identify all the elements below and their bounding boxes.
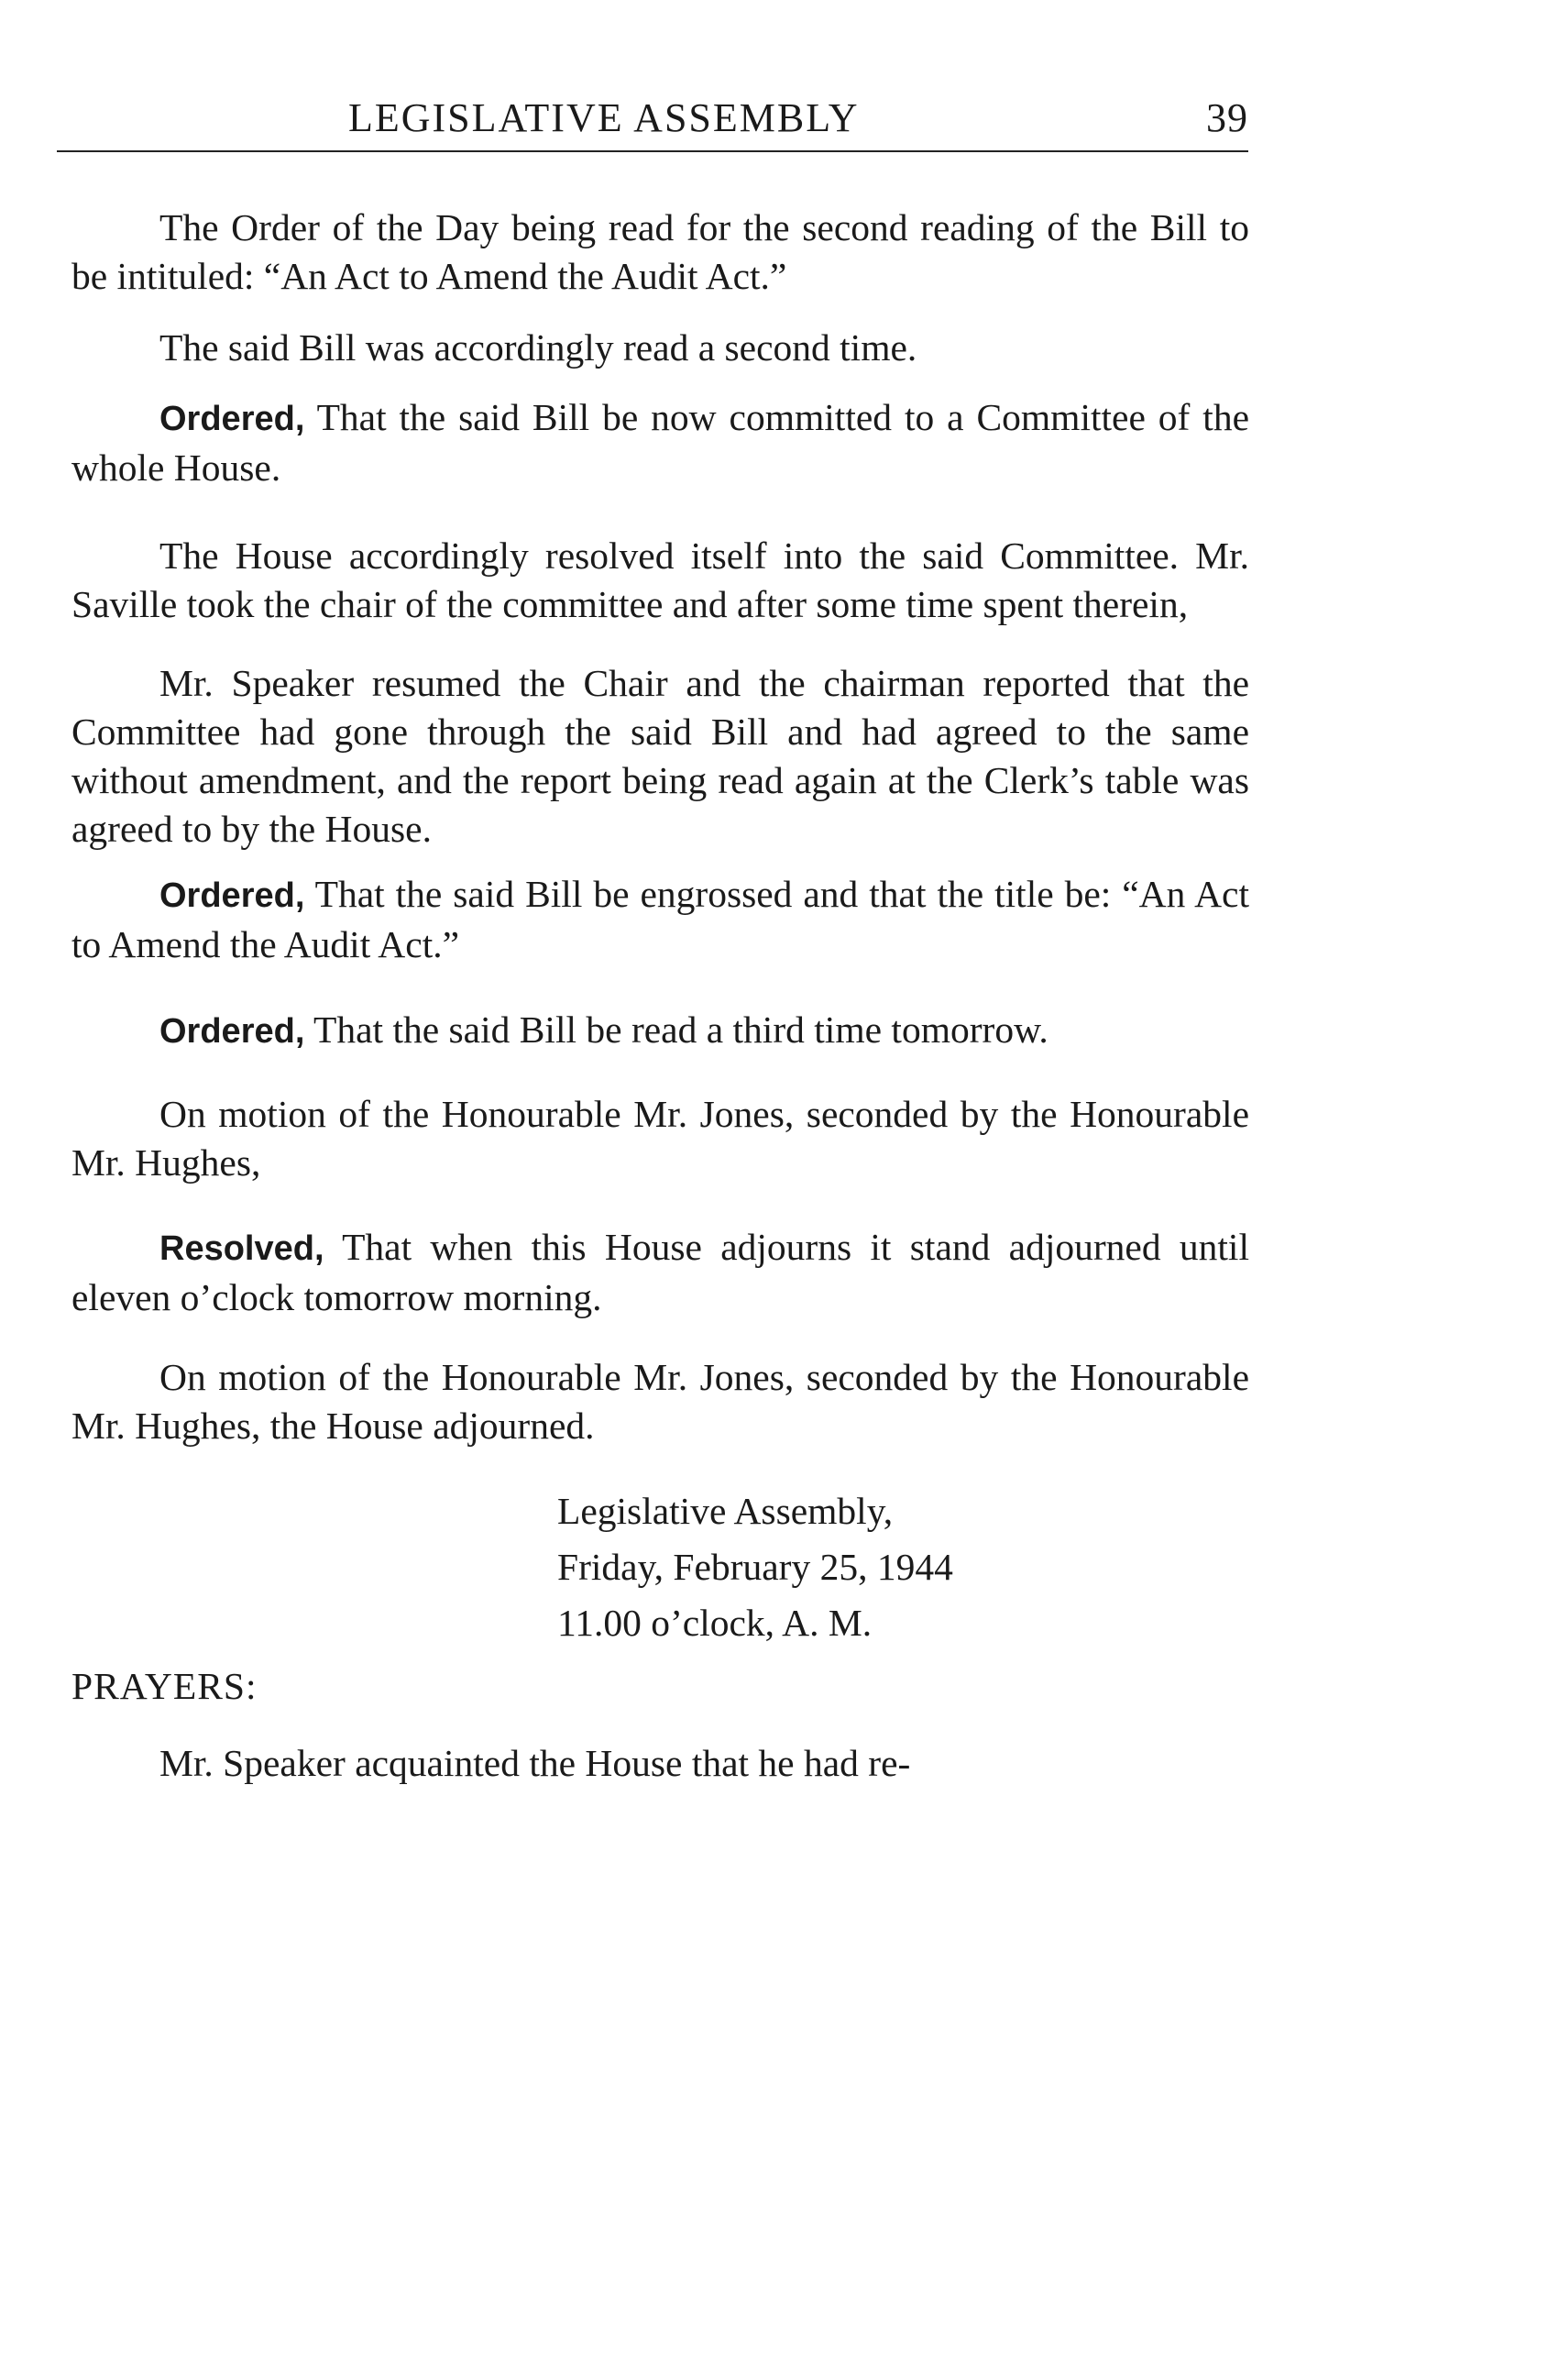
resolved-text: That when this House adjourns it stand adjourned until eleven o’clock tomorrow morning. bbox=[71, 1226, 1249, 1318]
paragraph-resolved-adjourn bbox=[71, 1223, 1249, 1322]
paragraph-speaker-acquainted: Mr. Speaker acquainted the House that he had re- bbox=[159, 1742, 911, 1784]
ordered-label: Ordered, bbox=[159, 876, 305, 915]
dateline-assembly: Legislative Assembly, bbox=[557, 1490, 894, 1532]
ordered-label: Ordered, bbox=[159, 400, 305, 438]
resolved-label: Resolved, bbox=[159, 1229, 324, 1268]
paragraph-motion-jones: On motion of the Honourable Mr. Jones, seconded by the Honourable Mr. Hughes, bbox=[71, 1093, 1249, 1184]
paragraph-speaker-resumed: Mr. Speaker resumed the Chair and the chairman reported that the Committee had gone through the said Bill and had agreed to the same without amendment, and the report being read again at the Clerk’s table was agreed to by the House. bbox=[71, 662, 1249, 850]
dateline-date: Friday, February 25, 1944 bbox=[557, 1546, 953, 1588]
ordered-text: That the said Bill be read a third time tomorrow. bbox=[313, 1008, 1048, 1051]
prayers-heading: PRAYERS: bbox=[71, 1665, 258, 1707]
header-title: LEGISLATIVE ASSEMBLY bbox=[348, 95, 860, 140]
ordered-text: That the said Bill be engrossed and that the title be: “An Act to Amend the Audit Act.” bbox=[71, 873, 1249, 965]
paragraph-ordered-third-reading bbox=[71, 1006, 1249, 1056]
paragraph-house-resolved: The House accordingly resolved itself into the said Committee. Mr. Saville took the chair of the committee and after some time spent therein, bbox=[71, 534, 1249, 625]
paragraph-second-reading: The said Bill was accordingly read a second time. bbox=[159, 326, 917, 369]
paragraph-ordered-committee bbox=[71, 393, 1249, 492]
page-number: 39 bbox=[1206, 95, 1248, 140]
paragraph-order-of-day: The Order of the Day being read for the second reading of the Bill to be intituled: “An Act to Amend the Audit Act.” bbox=[71, 206, 1249, 297]
running-header bbox=[57, 84, 1248, 152]
paragraph-house-adjourned: On motion of the Honourable Mr. Jones, seconded by the Honourable Mr. Hughes, the House adjourned. bbox=[71, 1356, 1249, 1447]
paragraph-ordered-engrossed bbox=[71, 870, 1249, 969]
dateline-time: 11.00 o’clock, A. M. bbox=[557, 1602, 873, 1644]
page-body bbox=[71, 204, 1249, 1788]
ordered-label: Ordered, bbox=[159, 1012, 305, 1051]
ordered-text: That the said Bill be now committed to a Committee of the whole House. bbox=[71, 396, 1249, 489]
dateline bbox=[557, 1483, 1249, 1651]
